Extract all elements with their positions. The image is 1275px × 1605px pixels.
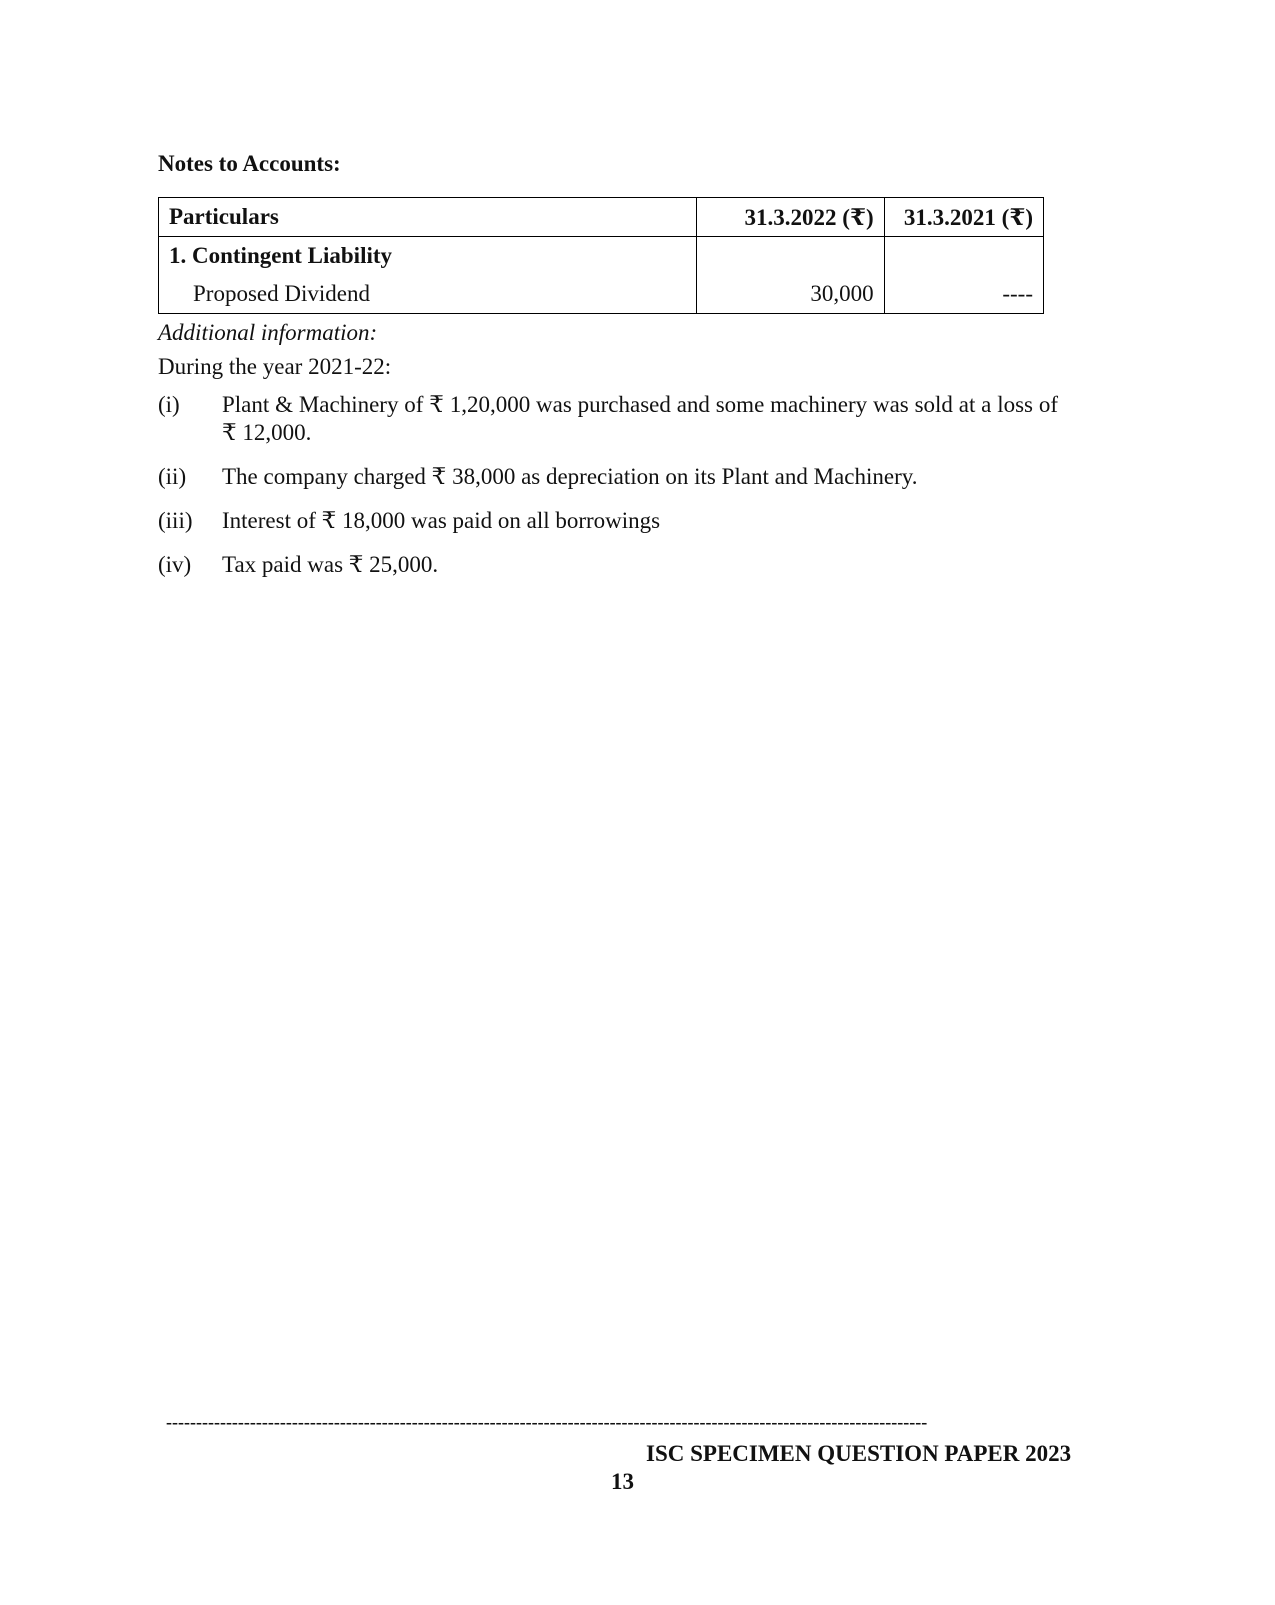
- additional-information-list: [158, 391, 1058, 595]
- list-item: [158, 463, 1058, 491]
- value-2022-cell: 30,000: [697, 275, 884, 314]
- particulars-cell: 1. Contingent Liability: [159, 237, 697, 276]
- table-header-row: [159, 198, 1044, 237]
- footer-dashed-rule: -------------------------------------------------------------------------------------------------------------------------------: [166, 1412, 928, 1432]
- column-header-particulars: Particulars: [159, 198, 697, 237]
- table-row: [159, 275, 1044, 314]
- value-2021-cell: ----: [884, 275, 1043, 314]
- list-item: [158, 507, 1058, 535]
- list-item-text: Interest of ₹ 18,000 was paid on all borrowings: [222, 508, 661, 533]
- footer-title: ISC SPECIMEN QUESTION PAPER 2023: [646, 1441, 1072, 1466]
- list-item-text: The company charged ₹ 38,000 as depreciation on its Plant and Machinery.: [222, 464, 918, 489]
- value-2021-cell: [884, 237, 1043, 276]
- list-item-text: Tax paid was ₹ 25,000.: [222, 552, 439, 577]
- list-item: [158, 551, 1058, 579]
- year-intro: During the year 2021-22:: [158, 354, 392, 379]
- column-header-2021: 31.3.2021 (₹): [884, 198, 1043, 237]
- table-row: [159, 237, 1044, 276]
- column-header-2022: 31.3.2022 (₹): [697, 198, 884, 237]
- list-item-text: Plant & Machinery of ₹ 1,20,000 was purchased and some machinery was sold at a loss of ₹ 12,000.: [222, 392, 1058, 445]
- additional-information-heading: Additional information:: [158, 320, 378, 345]
- value-2022-cell: [697, 237, 884, 276]
- list-marker: (iv): [158, 552, 192, 577]
- list-marker: (ii): [158, 464, 187, 489]
- list-item: [158, 391, 1058, 447]
- notes-to-accounts-heading: Notes to Accounts:: [158, 151, 341, 176]
- notes-table: [158, 197, 1044, 314]
- list-marker: (iii): [158, 508, 193, 533]
- list-marker: (i): [158, 392, 180, 417]
- particulars-cell: Proposed Dividend: [159, 275, 697, 314]
- page-number: 13: [611, 1469, 634, 1494]
